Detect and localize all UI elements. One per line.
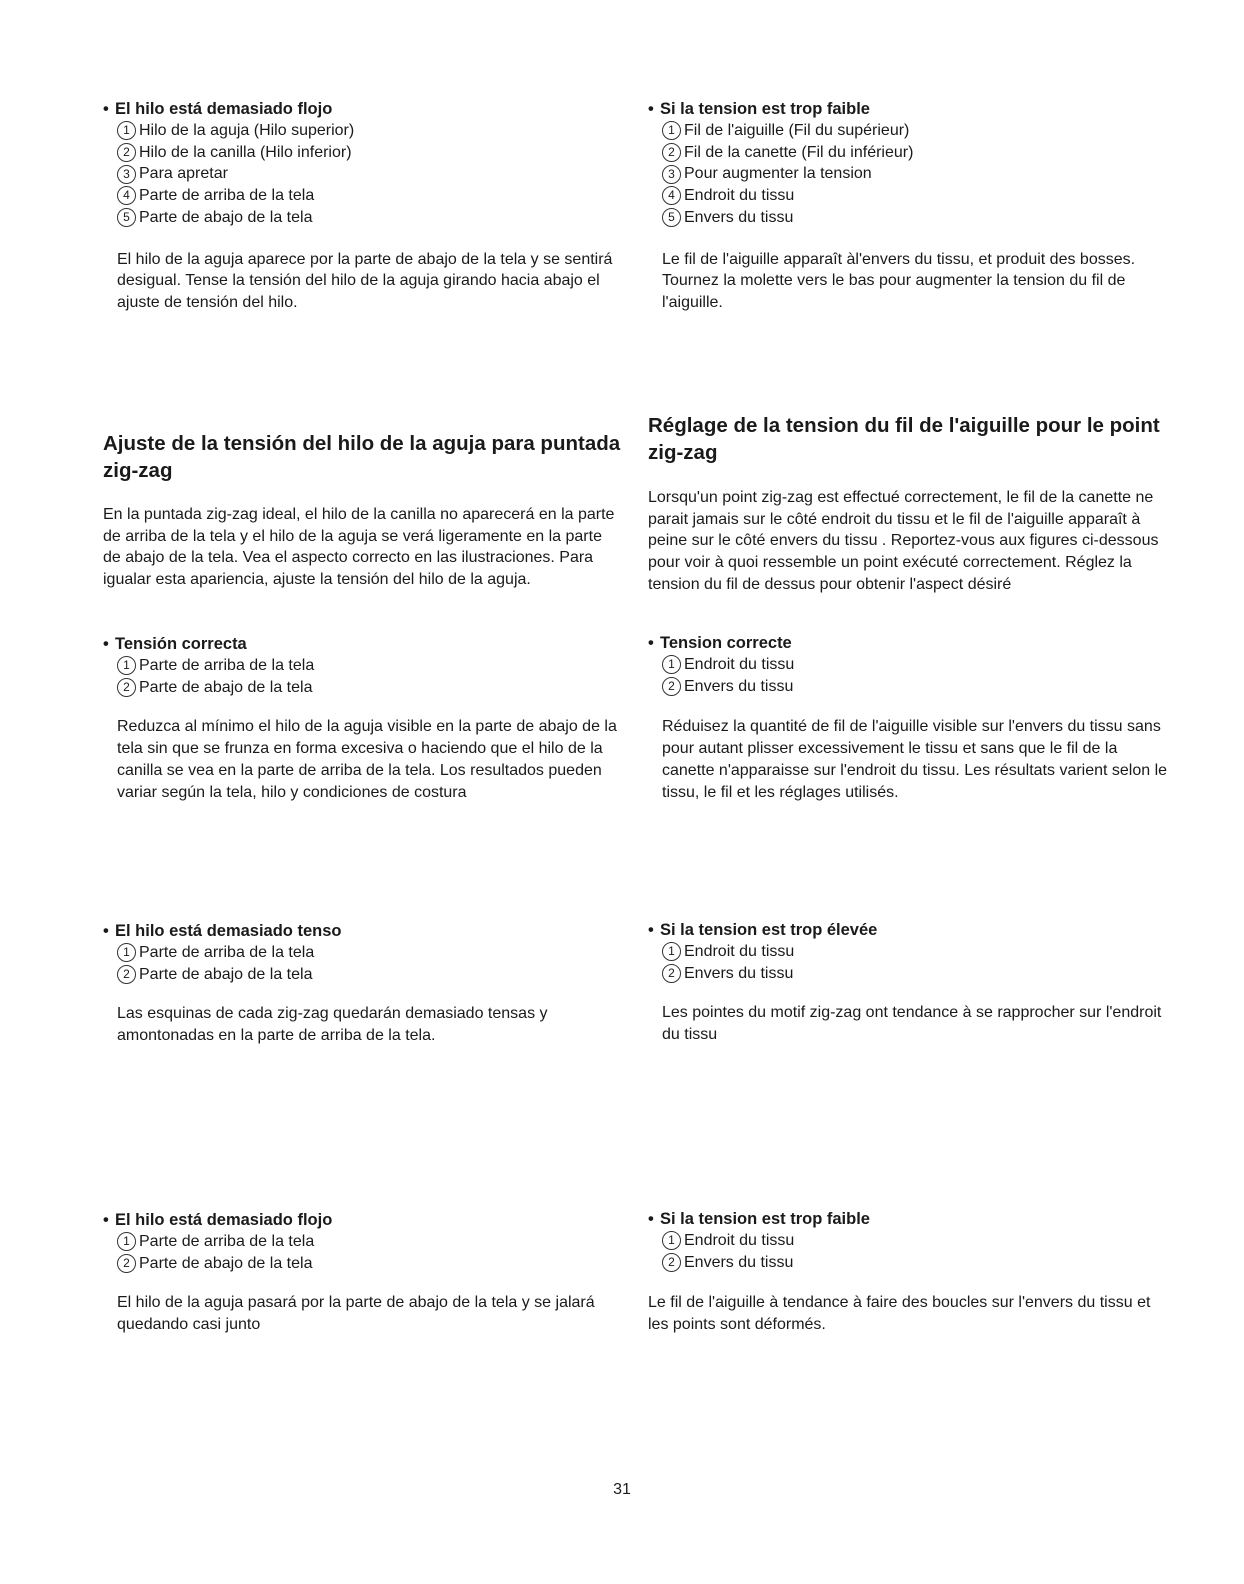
list-item: 1 Endroit du tissu	[662, 654, 1168, 676]
circled-number: 3	[662, 165, 681, 184]
circled-number: 4	[117, 186, 136, 205]
list-item: 5 Parte de abajo de la tela	[117, 207, 623, 229]
list-item: 2 Parte de abajo de la tela	[117, 1253, 623, 1275]
bullet-heading: • El hilo está demasiado flojo	[103, 100, 333, 118]
paragraph: El hilo de la aguja pasará por la parte de abajo de la tela y se jalará quedando casi junto	[117, 1294, 595, 1334]
list-item: 3 Para apretar	[117, 163, 623, 185]
circled-number: 2	[117, 1254, 136, 1273]
numbered-list	[103, 1231, 623, 1274]
list-item: 5 Envers du tissu	[662, 207, 1168, 229]
circled-number: 1	[117, 1232, 136, 1251]
circled-number: 1	[662, 1231, 681, 1250]
paragraph: El hilo de la aguja aparece por la parte de abajo de la tela y se sentirá desigual. Tense la tensión del hilo de la aguja girando hacia abajo el ajuste de tensión del hilo.	[117, 250, 613, 311]
list-item: 1 Endroit du tissu	[662, 941, 1168, 963]
list-item: 2 Fil de la canette (Fil du inférieur)	[662, 142, 1168, 164]
paragraph: Le fil de l'aiguille à tendance à faire des boucles sur l'envers du tissu et les points sont déformés.	[648, 1294, 1151, 1334]
circled-number: 2	[117, 965, 136, 984]
list-item: 1 Hilo de la aguja (Hilo superior)	[117, 120, 623, 142]
circled-number: 2	[662, 1253, 681, 1272]
circled-number: 3	[117, 165, 136, 184]
list-item: 1 Parte de arriba de la tela	[117, 655, 623, 677]
numbered-list	[648, 1230, 1168, 1273]
list-item: 2 Hilo de la canilla (Hilo inferior)	[117, 142, 623, 164]
bullet-title: Tension correcte	[660, 634, 792, 652]
es-section-loose-2	[103, 1210, 623, 1336]
bullet-title: El hilo está demasiado flojo	[115, 100, 333, 118]
numbered-list	[648, 941, 1168, 984]
bullet-title: Si la tension est trop faible	[660, 100, 870, 118]
circled-number: 2	[117, 143, 136, 162]
bullet-title: Si la tension est trop faible	[660, 1210, 870, 1228]
list-item: 2 Parte de abajo de la tela	[117, 964, 623, 986]
es-section-tight	[103, 921, 623, 1047]
circled-number: 4	[662, 186, 681, 205]
bullet-title: El hilo está demasiado flojo	[115, 1211, 333, 1229]
circled-number: 2	[662, 964, 681, 983]
paragraph: Las esquinas de cada zig-zag quedarán demasiado tensas y amontonadas en la parte de arriba de la tela.	[117, 1005, 548, 1045]
list-item: 1 Endroit du tissu	[662, 1230, 1168, 1252]
fr-section-loose-2	[648, 1209, 1168, 1336]
list-item: 2 Envers du tissu	[662, 963, 1168, 985]
list-item: 3 Pour augmenter la tension	[662, 163, 1168, 185]
list-item: 2 Envers du tissu	[662, 676, 1168, 698]
bullet-heading: • Si la tension est trop faible	[648, 1210, 870, 1228]
fr-zigzag-section	[648, 412, 1168, 596]
numbered-list	[648, 654, 1168, 697]
circled-number: 1	[117, 943, 136, 962]
paragraph: Les pointes du motif zig-zag ont tendance à se rapprocher sur l'endroit du tissu	[662, 1004, 1162, 1044]
numbered-list	[648, 120, 1168, 229]
section-heading: Réglage de la tension du fil de l'aiguille pour le point zig-zag	[648, 414, 1160, 464]
list-item: 2 Parte de abajo de la tela	[117, 677, 623, 699]
circled-number: 1	[662, 942, 681, 961]
bullet-title: Tensión correcta	[115, 635, 247, 653]
section-heading: Ajuste de la tensión del hilo de la aguja para puntada zig-zag	[103, 432, 621, 482]
page-number: 31	[613, 1481, 631, 1498]
paragraph: Le fil de l'aiguille apparaît àl'envers du tissu, et produit des bosses. Tournez la molette vers le bas pour augmenter la tension du fil de l'aiguille.	[662, 250, 1136, 311]
bullet-heading: • Si la tension est trop faible	[648, 100, 870, 118]
es-zigzag-section	[103, 430, 623, 591]
fr-section-loose-1	[648, 99, 1168, 314]
bullet-heading: • El hilo está demasiado tenso	[103, 922, 342, 940]
paragraph: Reduzca al mínimo el hilo de la aguja visible en la parte de abajo de la tela sin que se frunza en forma excesiva o haciendo que el hilo de la canilla se vea en la parte de arriba de la tela. Los resultados pueden variar según la tela, hilo y condiciones de costura	[117, 718, 617, 801]
numbered-list	[103, 655, 623, 698]
circled-number: 5	[117, 208, 136, 227]
intro-paragraph: En la puntada zig-zag ideal, el hilo de la canilla no aparecerá en la parte de arriba de la tela y el hilo de la aguja se verá ligeramente en la parte de abajo de la tela. Vea el aspecto correcto en las ilustraciones. Para igualar esta apariencia, ajuste la tensión del hilo de la aguja.	[103, 506, 615, 589]
numbered-list	[103, 120, 623, 229]
circled-number: 5	[662, 208, 681, 227]
bullet-heading: • El hilo está demasiado flojo	[103, 1211, 333, 1229]
bullet-title: El hilo está demasiado tenso	[115, 922, 342, 940]
paragraph: Réduisez la quantité de fil de l'aiguille visible sur l'envers du tissu sans pour autant plisser excessivement le tissu et sans que le fil de la canette n'apparaisse sur l'endroit du tissu. Les résultats varient selon le tissu, le fil et les réglages utilisés.	[662, 718, 1168, 801]
circled-number: 2	[662, 143, 681, 162]
circled-number: 2	[117, 678, 136, 697]
list-item: 4 Endroit du tissu	[662, 185, 1168, 207]
circled-number: 2	[662, 677, 681, 696]
bullet-title: Si la tension est trop élevée	[660, 921, 878, 939]
fr-section-tight	[648, 920, 1168, 1046]
circled-number: 1	[662, 121, 681, 140]
list-item: 1 Fil de l'aiguille (Fil du supérieur)	[662, 120, 1168, 142]
circled-number: 1	[117, 656, 136, 675]
es-section-correct	[103, 634, 623, 803]
list-item: 1 Parte de arriba de la tela	[117, 942, 623, 964]
intro-paragraph: Lorsqu'un point zig-zag est effectué correctement, le fil de la canette ne parait jamais sur le côté endroit du tissu et le fil de l'aiguille apparaît à peine sur le côté envers du tissu . Reportez-vous aux figures ci-dessous pour voir à quoi ressemble un point exécuté correctement. Réglez la tension du fil de dessus pour obtenir l'aspect désiré	[648, 489, 1159, 593]
list-item: 2 Envers du tissu	[662, 1252, 1168, 1274]
es-section-loose-1	[103, 99, 623, 314]
circled-number: 1	[662, 655, 681, 674]
list-item: 1 Parte de arriba de la tela	[117, 1231, 623, 1253]
circled-number: 1	[117, 121, 136, 140]
bullet-heading: • Tensión correcta	[103, 635, 247, 653]
bullet-heading: • Si la tension est trop élevée	[648, 921, 878, 939]
list-item: 4 Parte de arriba de la tela	[117, 185, 623, 207]
fr-section-correct	[648, 633, 1168, 803]
bullet-heading: • Tension correcte	[648, 634, 792, 652]
numbered-list	[103, 942, 623, 985]
